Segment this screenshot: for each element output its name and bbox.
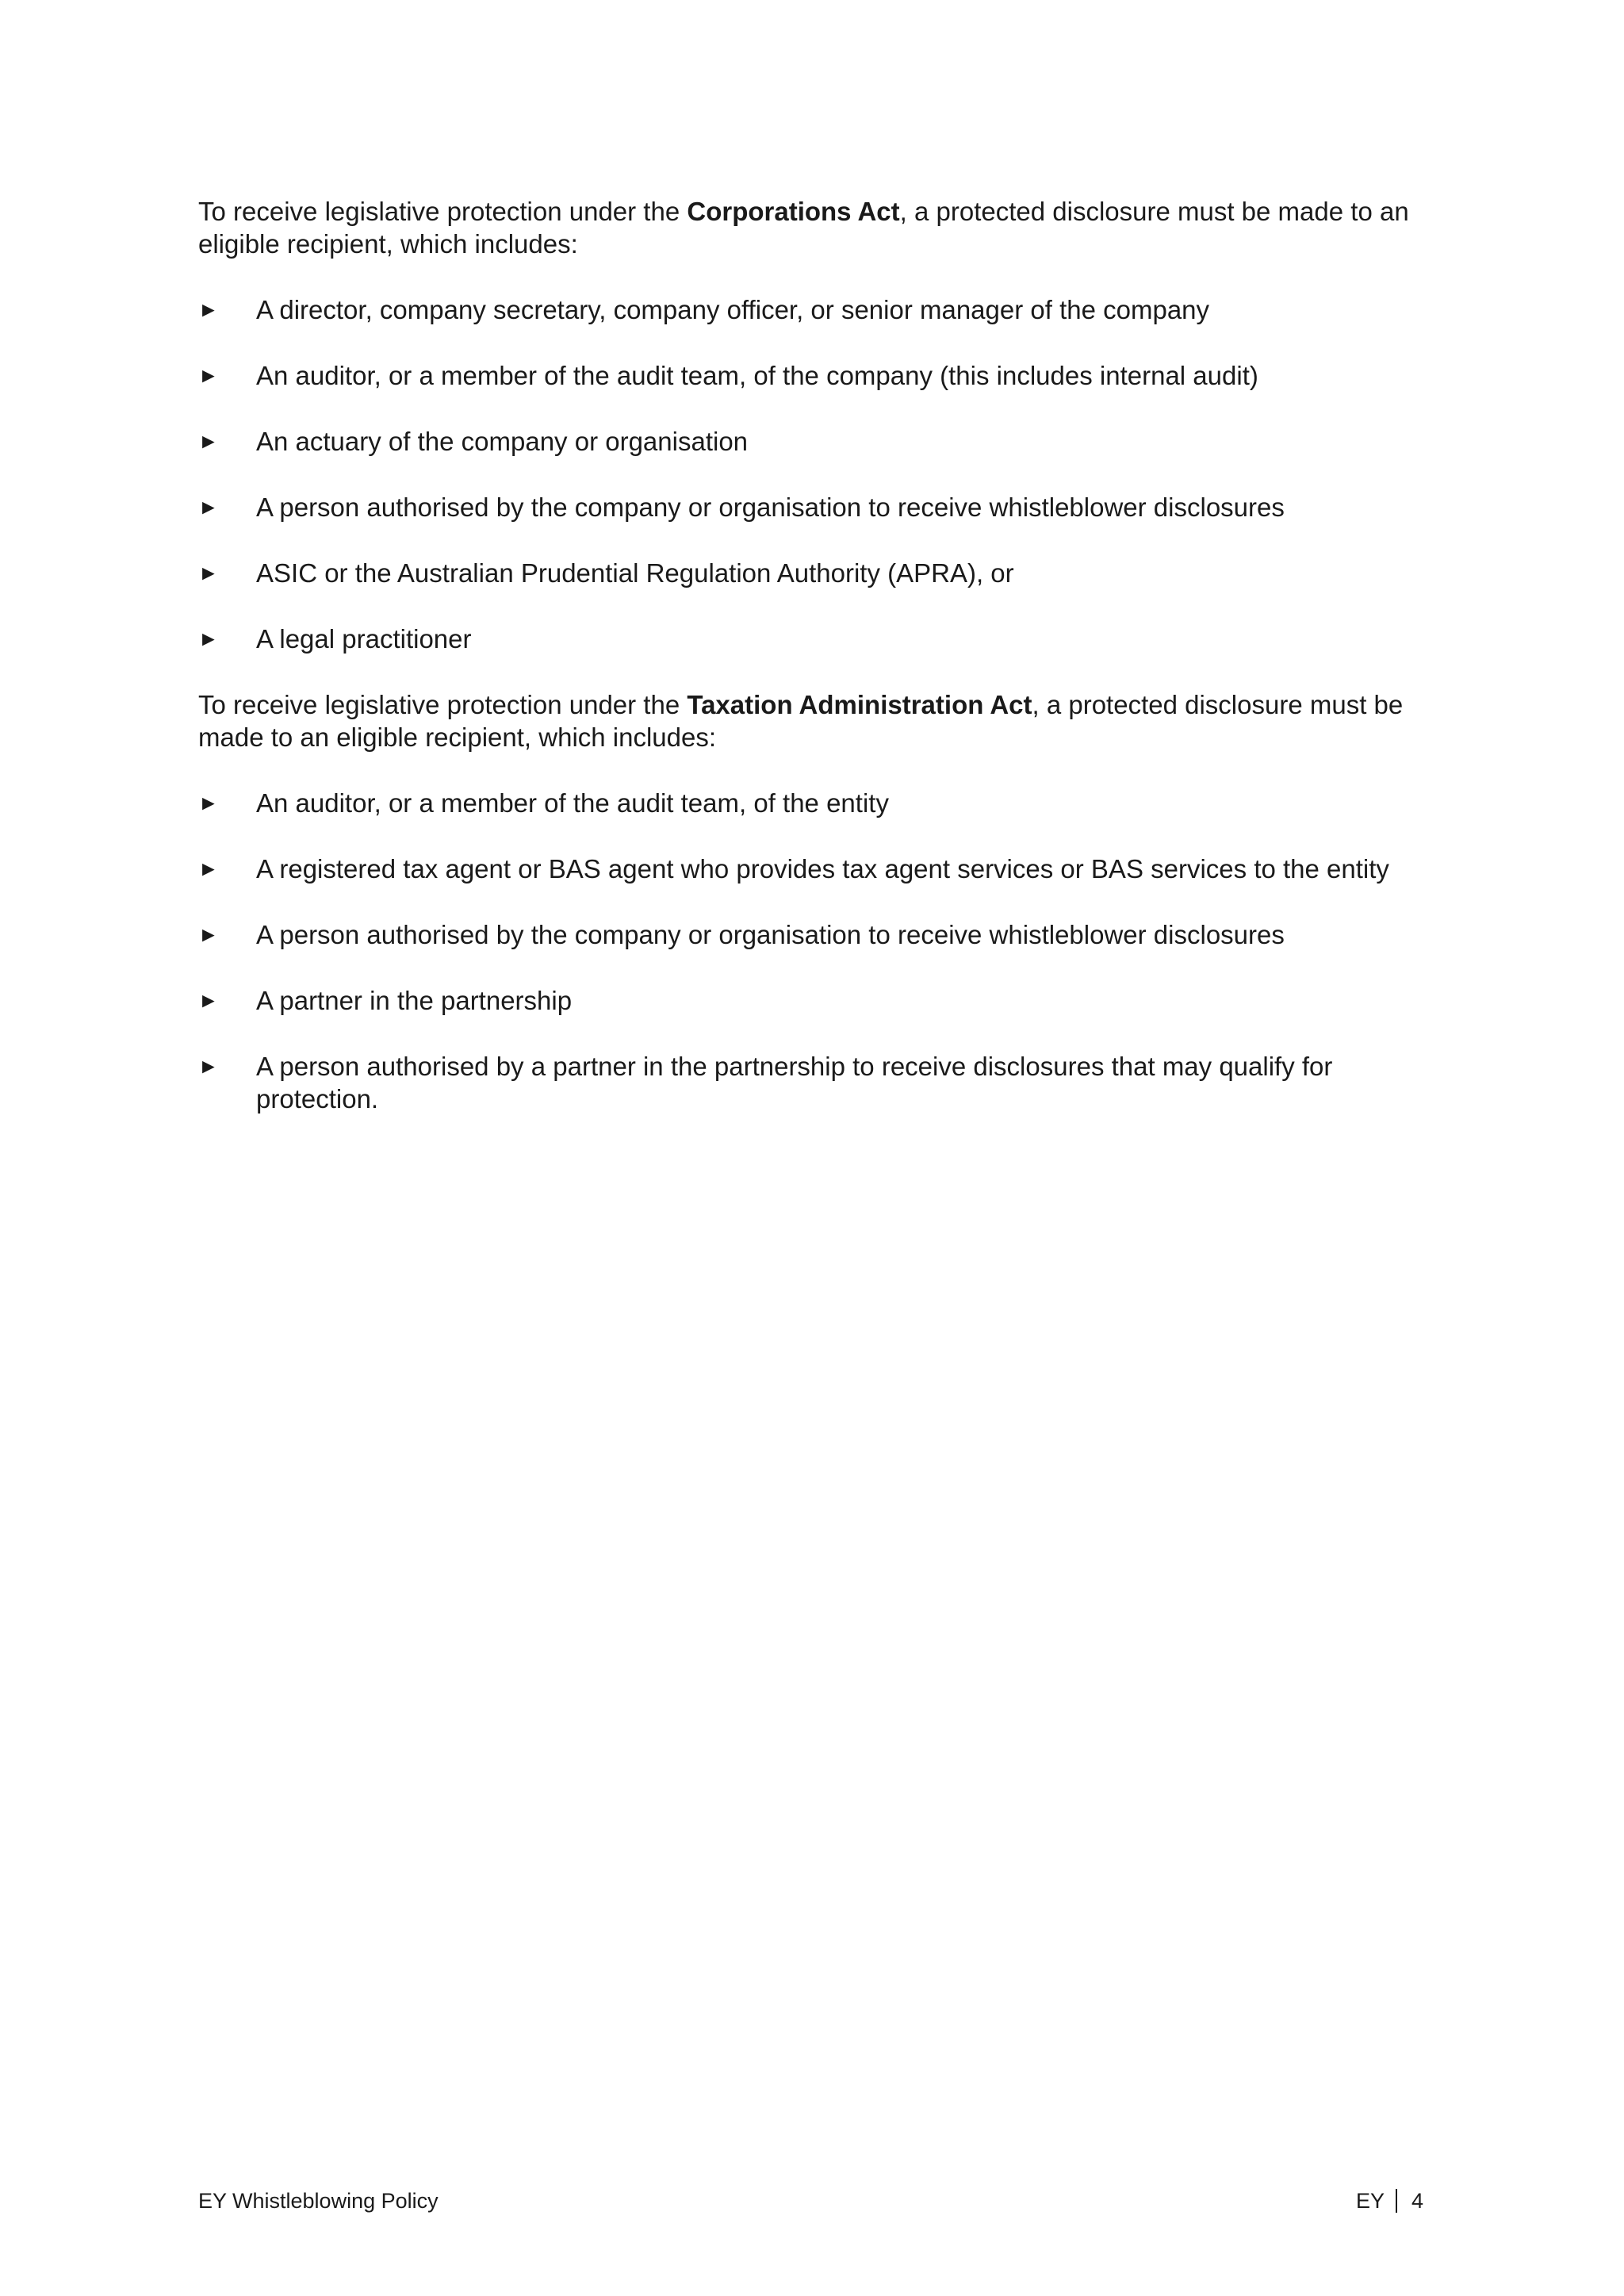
taxation-act-term: Taxation Administration Act: [687, 690, 1032, 719]
list-item: [198, 918, 1435, 951]
list-item-text: A director, company secretary, company officer, or senior manager of the company: [256, 295, 1210, 324]
list-item-text: An auditor, or a member of the audit team, of the company (this includes internal audit): [256, 361, 1258, 390]
list-item-text: A person authorised by the company or organisation to receive whistleblower disclosures: [256, 920, 1285, 949]
taxation-act-intro: [198, 688, 1435, 753]
intro-suffix: , a protected disclosure must be made to an eligible recipient, which includes:: [198, 197, 1409, 259]
list-item-text: A partner in the partnership: [256, 986, 573, 1015]
intro-suffix: , a protected disclosure must be made to an eligible recipient, which includes:: [198, 690, 1404, 752]
corporations-recipient-list: [198, 293, 1435, 655]
list-item-text: An actuary of the company or organisation: [256, 427, 749, 456]
list-item-text: A person authorised by the company or organisation to receive whistleblower disclosures: [256, 493, 1285, 522]
footer-page-number: 4: [1411, 2189, 1423, 2213]
bullet-arrow-icon: ►: [198, 627, 219, 650]
list-item: [198, 557, 1435, 589]
list-item: [198, 491, 1435, 523]
list-item: [198, 359, 1435, 392]
list-item-text: A person authorised by a partner in the partnership to receive disclosures that may qualify for protection.: [256, 1052, 1333, 1114]
intro-prefix: To receive legislative protection under the: [198, 690, 688, 719]
bullet-arrow-icon: ►: [198, 561, 219, 585]
taxation-recipient-list: [198, 787, 1435, 1115]
bullet-arrow-icon: ►: [198, 988, 219, 1012]
footer-document-title: EY Whistleblowing Policy: [198, 2189, 439, 2213]
corporations-act-intro: [198, 195, 1435, 260]
bullet-arrow-icon: ►: [198, 495, 219, 519]
bullet-arrow-icon: ►: [198, 297, 219, 321]
list-item: [198, 984, 1435, 1017]
intro-prefix: To receive legislative protection under the: [198, 197, 688, 226]
list-item-text: ASIC or the Australian Prudential Regulation Authority (APRA), or: [256, 558, 1014, 588]
list-item-text: A registered tax agent or BAS agent who provides tax agent services or BAS services to the entity: [256, 854, 1389, 884]
bullet-arrow-icon: ►: [198, 1054, 219, 1078]
list-item: [198, 1050, 1435, 1115]
bullet-arrow-icon: ►: [198, 429, 219, 453]
list-item-text: A legal practitioner: [256, 624, 472, 654]
corporations-act-term: Corporations Act: [687, 197, 900, 226]
list-item: [198, 623, 1435, 655]
list-item: [198, 425, 1435, 458]
list-item: [198, 293, 1435, 326]
bullet-arrow-icon: ►: [198, 857, 219, 880]
list-item: [198, 853, 1435, 885]
bullet-arrow-icon: ►: [198, 363, 219, 387]
footer-divider: [1396, 2189, 1397, 2213]
footer-brand: EY: [1355, 2189, 1385, 2213]
page-content: [198, 195, 1435, 1115]
bullet-arrow-icon: ►: [198, 791, 219, 815]
list-item: [198, 787, 1435, 819]
list-item-text: An auditor, or a member of the audit team, of the entity: [256, 788, 889, 818]
bullet-arrow-icon: ►: [198, 922, 219, 946]
footer-page-info: [1356, 2187, 1423, 2214]
